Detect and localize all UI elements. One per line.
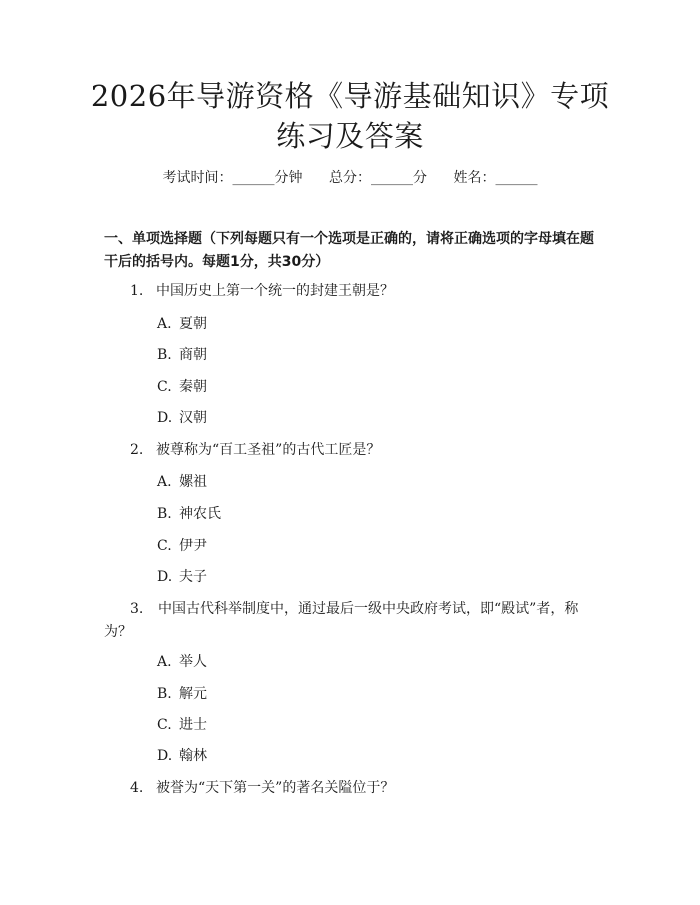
option-2a <box>157 472 207 492</box>
question-3 <box>104 598 600 644</box>
option-2b <box>157 504 221 524</box>
option-1a <box>157 314 207 334</box>
question-number: 1. <box>130 283 144 299</box>
option-letter: D. <box>157 569 173 585</box>
score-blank: ______ <box>371 170 413 186</box>
option-letter: C. <box>157 379 172 395</box>
question-text: 被尊称为“百工圣祖”的古代工匠是？ <box>156 442 381 458</box>
question-number: 3. <box>130 601 144 617</box>
option-text: 伊尹 <box>179 538 207 554</box>
option-text: 翰林 <box>179 748 207 764</box>
option-2d <box>157 567 207 587</box>
option-letter: D. <box>157 748 173 764</box>
option-letter: C. <box>157 538 172 554</box>
option-3b <box>157 684 207 704</box>
option-text: 举人 <box>179 654 207 670</box>
option-3d <box>157 746 207 766</box>
option-3a <box>157 652 207 672</box>
option-text: 夫子 <box>179 569 207 585</box>
time-label: 考试时间： <box>162 170 233 186</box>
option-text: 解元 <box>179 686 207 702</box>
question-text: 中国历史上第一个统一的封建王朝是？ <box>156 283 394 299</box>
time-unit: 分钟 <box>274 170 303 186</box>
option-letter: B. <box>157 347 172 363</box>
option-1c <box>157 377 207 397</box>
question-number: 4. <box>130 780 144 796</box>
option-letter: A. <box>157 474 172 490</box>
option-text: 进士 <box>179 717 207 733</box>
option-letter: B. <box>157 506 172 522</box>
option-letter: C. <box>157 717 172 733</box>
score-unit: 分 <box>413 170 427 186</box>
option-text: 神农氏 <box>179 506 221 522</box>
option-letter: A. <box>157 654 172 670</box>
option-2c <box>157 536 207 556</box>
time-blank: ______ <box>232 170 275 186</box>
option-letter: B. <box>157 686 172 702</box>
option-text: 夏朝 <box>179 316 207 332</box>
question-text: 中国古代科举制度中，通过最后一级中央政府考试，即“殿试”者，称为？ <box>104 601 579 640</box>
document-title: 2026年导游资格《导游基础知识》专项练习及答案 <box>90 79 610 153</box>
option-letter: A. <box>157 316 172 332</box>
exam-info-line <box>0 168 700 188</box>
question-2 <box>104 439 600 462</box>
option-letter: D. <box>157 410 173 426</box>
option-text: 商朝 <box>179 347 207 363</box>
name-blank: ______ <box>495 170 538 186</box>
option-text: 嫘祖 <box>179 474 207 490</box>
question-text: 被誉为“天下第一关”的著名关隘位于？ <box>156 780 395 796</box>
option-text: 秦朝 <box>179 379 207 395</box>
question-1 <box>104 280 600 303</box>
question-4 <box>104 777 600 800</box>
section-header: 一、单项选择题（下列每题只有一个选项是正确的，请将正确选项的字母填在题干后的括号内。每题1分，共30分） <box>104 231 594 270</box>
option-3c <box>157 715 207 735</box>
name-label: 姓名： <box>453 170 496 186</box>
option-text: 汉朝 <box>179 410 207 426</box>
score-label: 总分： <box>329 170 371 186</box>
option-1d <box>157 408 207 428</box>
option-1b <box>157 345 207 365</box>
question-number: 2. <box>130 442 144 458</box>
